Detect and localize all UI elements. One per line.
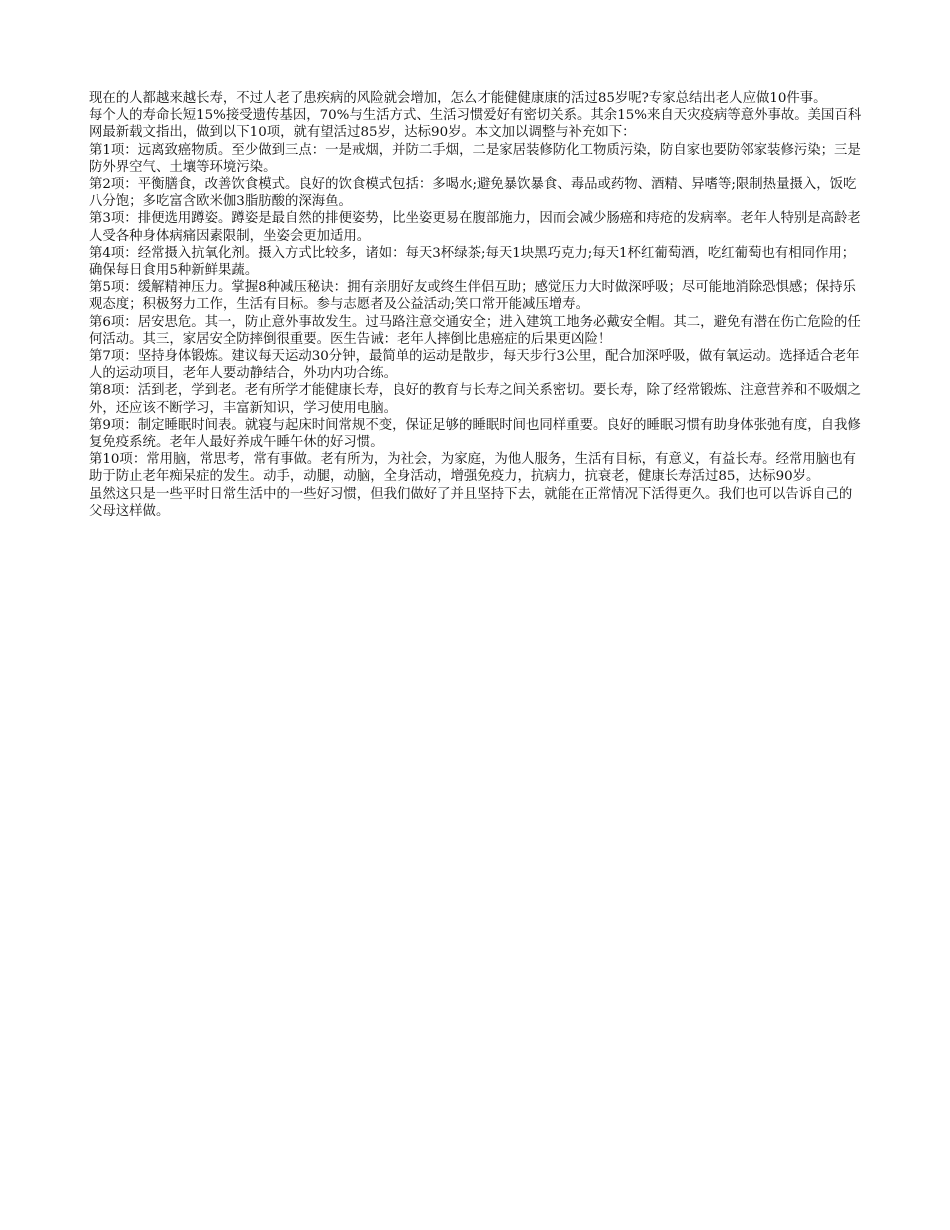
item-10-paragraph: 第10项：常用脑，常思考，常有事做。老有所为，为社会，为家庭，为他人服务，生活有目标，有意义，有益长寿。经常用脑也有助于防止老年痴呆症的发生。动手，动腿，动脑，全身活动，增强免疫力，抗病力，抗衰老，健康长寿活过85，达标90岁。 (89, 452, 856, 485)
document-body (89, 90, 862, 520)
item-5-paragraph: 第5项：缓解精神压力。掌握8种减压秘诀：拥有亲朋好友或终生伴侣互助；感觉压力大时做深呼吸；尽可能地消除恐惧感；保持乐观态度；积极努力工作，生活有目标。参与志愿者及公益活动;笑口常开能减压增寿。 (89, 280, 856, 313)
item-3-paragraph: 第3项：排便选用蹲姿。蹲姿是最自然的排便姿势，比坐姿更易在腹部施力，因而会减少肠癌和痔疮的发病率。老年人特别是高龄老人受各种身体病痛因素限制，坐姿会更加适用。 (89, 211, 861, 244)
intro-paragraph: 现在的人都越来越长寿，不过人老了患疾病的风险就会增加，怎么才能健健康康的活过85岁呢?专家总结出老人应做10件事。 (89, 91, 827, 106)
item-4-paragraph: 第4项：经常摄入抗氧化剂。摄入方式比较多，诸如：每天3杯绿茶;每天1块黑巧克力;每天1杯红葡萄酒，吃红葡萄也有相同作用；确保每日食用5种新鲜果蔬。 (89, 245, 856, 279)
item-6-paragraph: 第6项：居安思危。其一，防止意外事故发生。过马路注意交通安全；进入建筑工地务必戴安全帽。其二，避免有潜在伤亡危险的任何活动。其三，家居安全防摔倒很重要。医生告诫：老年人摔倒比患癌症的后果更凶险！ (89, 314, 861, 347)
conclusion-paragraph: 虽然这只是一些平时日常生活中的一些好习惯，但我们做好了并且坚持下去，就能在正常情况下活得更久。我们也可以告诉自己的父母这样做。 (89, 486, 853, 519)
item-7-paragraph: 第7项：坚持身体锻炼。建议每天运动30分钟，最简单的运动是散步，每天步行3公里，配合加深呼吸，做有氧运动。选择适合老年人的运动项目，老年人要动静结合，外功内功合练。 (89, 349, 860, 382)
summary-paragraph: 每个人的寿命长短15%接受遗传基因，70%与生活方式、生活习惯爱好有密切关系。其余15%来自天灾疫病等意外事故。美国百科网最新载文指出，做到以下10项，就有望活过85岁，达标90岁。本文加以调整与补充如下： (89, 108, 862, 141)
item-9-paragraph: 第9项：制定睡眠时间表。就寝与起床时间常规不变，保证足够的睡眠时间也同样重要。良好的睡眠习惯有助身体张弛有度，自我修复免疫系统。老年人最好养成午睡午休的好习惯。 (89, 417, 861, 451)
item-8-paragraph: 第8项：活到老，学到老。老有所学才能健康长寿，良好的教育与长寿之间关系密切。要长寿，除了经常锻炼、注意营养和不吸烟之外，还应该不断学习，丰富新知识，学习使用电脑。 (89, 383, 861, 416)
item-2-paragraph: 第2项：平衡膳食，改善饮食模式。良好的饮食模式包括：多喝水;避免暴饮暴食、毒品或药物、酒精、异嗜等;限制热量摄入，饭吃八分饱；多吃富含欧米伽3脂肪酸的深海鱼。 (89, 177, 857, 210)
item-1-paragraph: 第1项：远离致癌物质。至少做到三点：一是戒烟，并防二手烟，二是家居装修防化工物质污染，防自家也要防邻家装修污染；三是防外界空气、土壤等环境污染。 (89, 142, 861, 175)
